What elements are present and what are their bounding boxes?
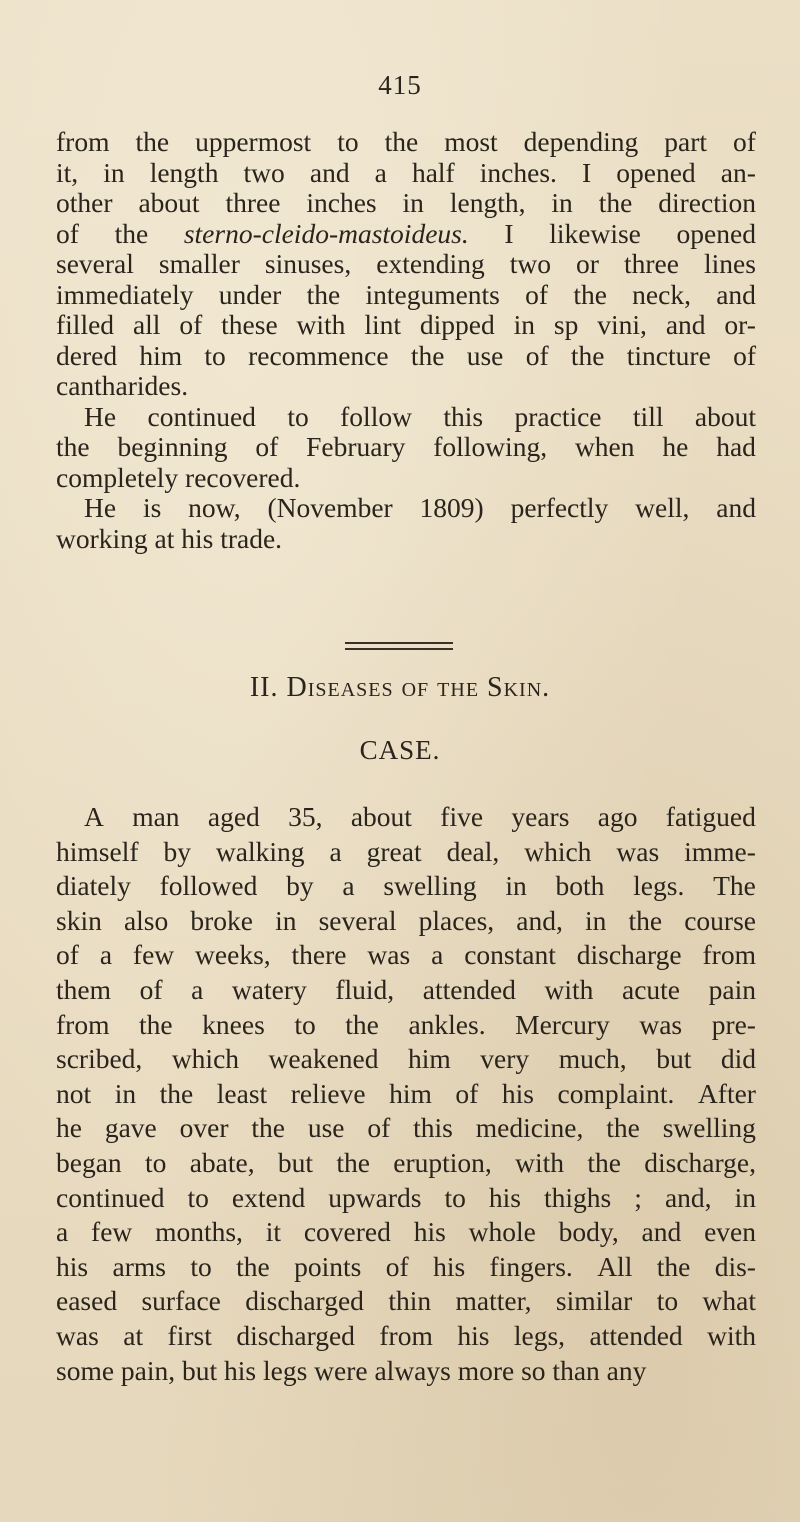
text-line: other about three inches in length, in the direction <box>56 187 756 218</box>
section-divider-rule-lower <box>345 648 453 650</box>
case-heading: CASE. <box>359 735 441 765</box>
text-line: scribed, which weakened him very much, but did <box>56 1043 756 1075</box>
top-text-block <box>56 127 756 554</box>
text-line: it, in length two and a half inches. I opened an- <box>56 156 756 188</box>
text-line: a few months, it covered his whole body, and even <box>56 1216 756 1248</box>
text-line: eased surface discharged thin matter, similar to what <box>56 1285 756 1317</box>
case-text-block <box>56 800 756 1388</box>
text-line: began to abate, but the eruption, with the discharge, <box>56 1146 756 1178</box>
text-line: He is now, (November 1809) perfectly well, and <box>84 492 756 523</box>
text-line: his arms to the points of his fingers. All the dis- <box>56 1250 756 1282</box>
text-line: several smaller sinuses, extending two or three lines <box>56 248 756 279</box>
section-divider-rule <box>345 642 453 644</box>
text-line: was at first discharged from his legs, attended with <box>56 1319 756 1351</box>
continued-paragraph <box>56 402 756 494</box>
text-line: from the uppermost to the most depending part of <box>56 126 756 157</box>
text-line: from the knees to the ankles. Mercury was pre- <box>56 1008 756 1040</box>
top-paragraph <box>56 127 756 402</box>
text-line: completely recovered. <box>56 461 301 493</box>
text-line: continued to extend upwards to his thighs ; and, in <box>56 1181 756 1213</box>
text-line: the beginning of February following, when he had <box>56 431 756 462</box>
now-paragraph <box>56 493 756 554</box>
text-line: immediately under the integuments of the neck, and <box>56 278 756 310</box>
section-title: Diseases of the Skin. <box>286 672 551 703</box>
page-number: 415 <box>378 70 422 100</box>
text-line: A man aged 35, about five years ago fatigued <box>84 801 756 832</box>
text-line: not in the least relieve him of his complaint. After <box>56 1077 756 1109</box>
text-line: filled all of these with lint dipped in sp vini, and or- <box>56 309 756 340</box>
text-line: he gave over the use of this medicine, the swelling <box>56 1112 756 1144</box>
text-line: of a few weeks, there was a constant discharge from <box>56 939 756 971</box>
text-line: diately followed by a swelling in both legs. The <box>56 870 756 902</box>
text-line: some pain, but his legs were always more so than any <box>56 1354 647 1386</box>
text-line: He continued to follow this practice till about <box>84 400 756 432</box>
text-line: them of a watery fluid, attended with acute pain <box>56 973 756 1005</box>
text-line: himself by walking a great deal, which was imme- <box>56 835 756 867</box>
text-line: of the sterno-cleido-mastoideus. I likewise opened <box>56 217 756 249</box>
text-line: working at his trade. <box>56 522 283 554</box>
section-numeral: II. <box>249 672 279 703</box>
text-line: dered him to recommence the use of the tincture of <box>56 339 756 371</box>
text-line: skin also broke in several places, and, in the course <box>56 904 756 936</box>
case-paragraph <box>56 800 756 1388</box>
text-line: cantharides. <box>56 370 189 401</box>
section-heading <box>0 672 800 704</box>
